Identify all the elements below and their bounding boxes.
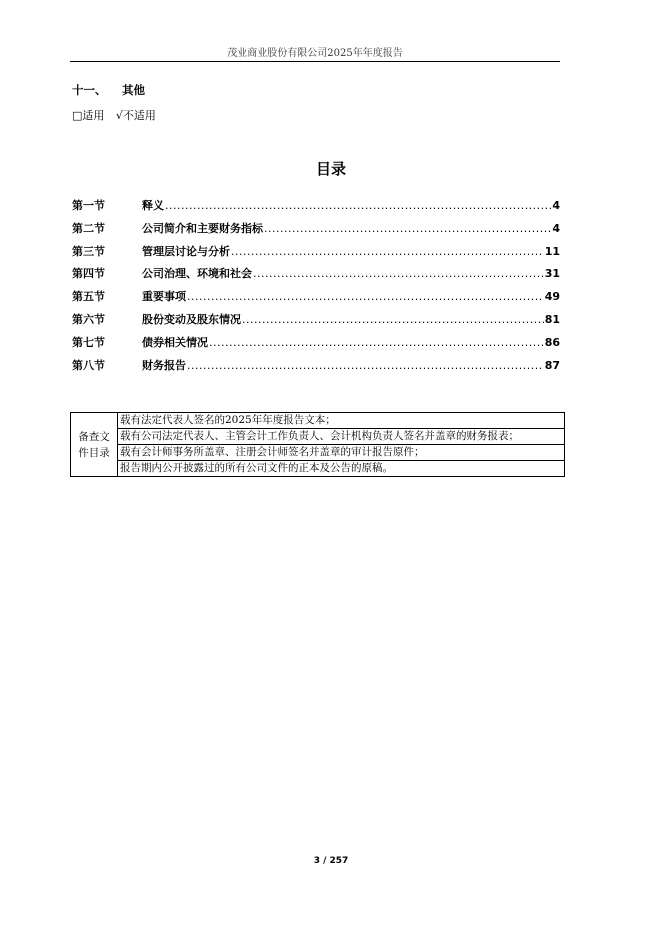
- toc-section-number: 第三节: [72, 244, 105, 258]
- reference-documents-label: 备查文件目录: [71, 413, 118, 477]
- table-row: [71, 413, 565, 429]
- toc-page-number: 86: [544, 335, 560, 349]
- applicability-options: [72, 107, 164, 123]
- toc-section-name: 释义: [142, 199, 164, 212]
- toc-section-number: 第四节: [72, 267, 105, 281]
- toc-leader-dots: [264, 222, 551, 235]
- toc-entry[interactable]: [72, 288, 560, 311]
- toc-entry[interactable]: [72, 220, 560, 243]
- toc-leader-dots: [165, 199, 551, 212]
- toc-leader-dots: [187, 359, 544, 372]
- page-number: 3 / 257: [313, 856, 349, 866]
- toc-page-number: 4: [552, 221, 560, 235]
- toc-title: 目录: [315, 160, 346, 178]
- toc-leader-dots: [253, 267, 544, 280]
- reference-document-item: 载有公司法定代表人、主管会计工作负责人、会计机构负责人签名并盖章的财务报表；: [118, 429, 565, 445]
- toc-leader-dots: [209, 336, 544, 349]
- toc-page-number: 31: [544, 267, 560, 281]
- reference-document-item: 载有法定代表人签名的2025年年度报告文本；: [118, 413, 565, 429]
- toc-section-number: 第七节: [72, 335, 105, 349]
- toc-section-number: 第五节: [72, 290, 105, 304]
- option-applicable: □适用: [72, 109, 105, 122]
- reference-document-item: 载有会计师事务所盖章、注册会计师签名并盖章的审计报告原件；: [118, 445, 565, 461]
- toc-section-number: 第八节: [72, 358, 105, 372]
- toc-leader-dots: [187, 290, 544, 303]
- toc-section-number: 第一节: [72, 199, 105, 212]
- header-rule: [70, 61, 560, 62]
- section-heading: [72, 82, 145, 98]
- toc-section-name: 债券相关情况: [142, 335, 208, 349]
- toc-section-name: 公司治理、环境和社会: [142, 267, 252, 281]
- section-title: 其他: [122, 83, 146, 97]
- toc-section-name: 公司简介和主要财务指标: [142, 221, 263, 235]
- toc-page-number: 49: [544, 290, 560, 304]
- toc-leader-dots: [231, 245, 544, 258]
- toc-section-name: 股份变动及股东情况: [142, 312, 241, 326]
- toc-entry[interactable]: [72, 265, 560, 288]
- toc-entry[interactable]: [72, 334, 560, 357]
- page-header: 茂业商业股份有限公司2025年年度报告: [227, 48, 403, 59]
- toc-leader-dots: [242, 313, 544, 326]
- table-of-contents: [72, 197, 560, 379]
- toc-entry[interactable]: [72, 311, 560, 334]
- table-row: [71, 429, 565, 445]
- reference-document-item: 报告期内公开披露过的所有公司文件的正本及公告的原稿。: [118, 461, 565, 477]
- table-row: [71, 445, 565, 461]
- toc-page-number: 4: [552, 199, 560, 212]
- toc-page-number: 11: [544, 244, 560, 258]
- option-not-applicable: √不适用: [115, 109, 156, 122]
- toc-entry[interactable]: [72, 243, 560, 266]
- toc-section-name: 管理层讨论与分析: [142, 244, 230, 258]
- toc-section-number: 第六节: [72, 312, 105, 326]
- toc-entry[interactable]: [72, 197, 560, 220]
- toc-page-number: 87: [544, 358, 560, 372]
- toc-entry[interactable]: [72, 357, 560, 380]
- section-number: 十一、: [72, 83, 107, 97]
- table-row: [71, 461, 565, 477]
- toc-page-number: 81: [544, 312, 560, 326]
- toc-section-name: 重要事项: [142, 290, 186, 304]
- toc-section-name: 财务报告: [142, 358, 186, 372]
- toc-section-number: 第二节: [72, 221, 105, 235]
- reference-documents-table: [70, 412, 565, 477]
